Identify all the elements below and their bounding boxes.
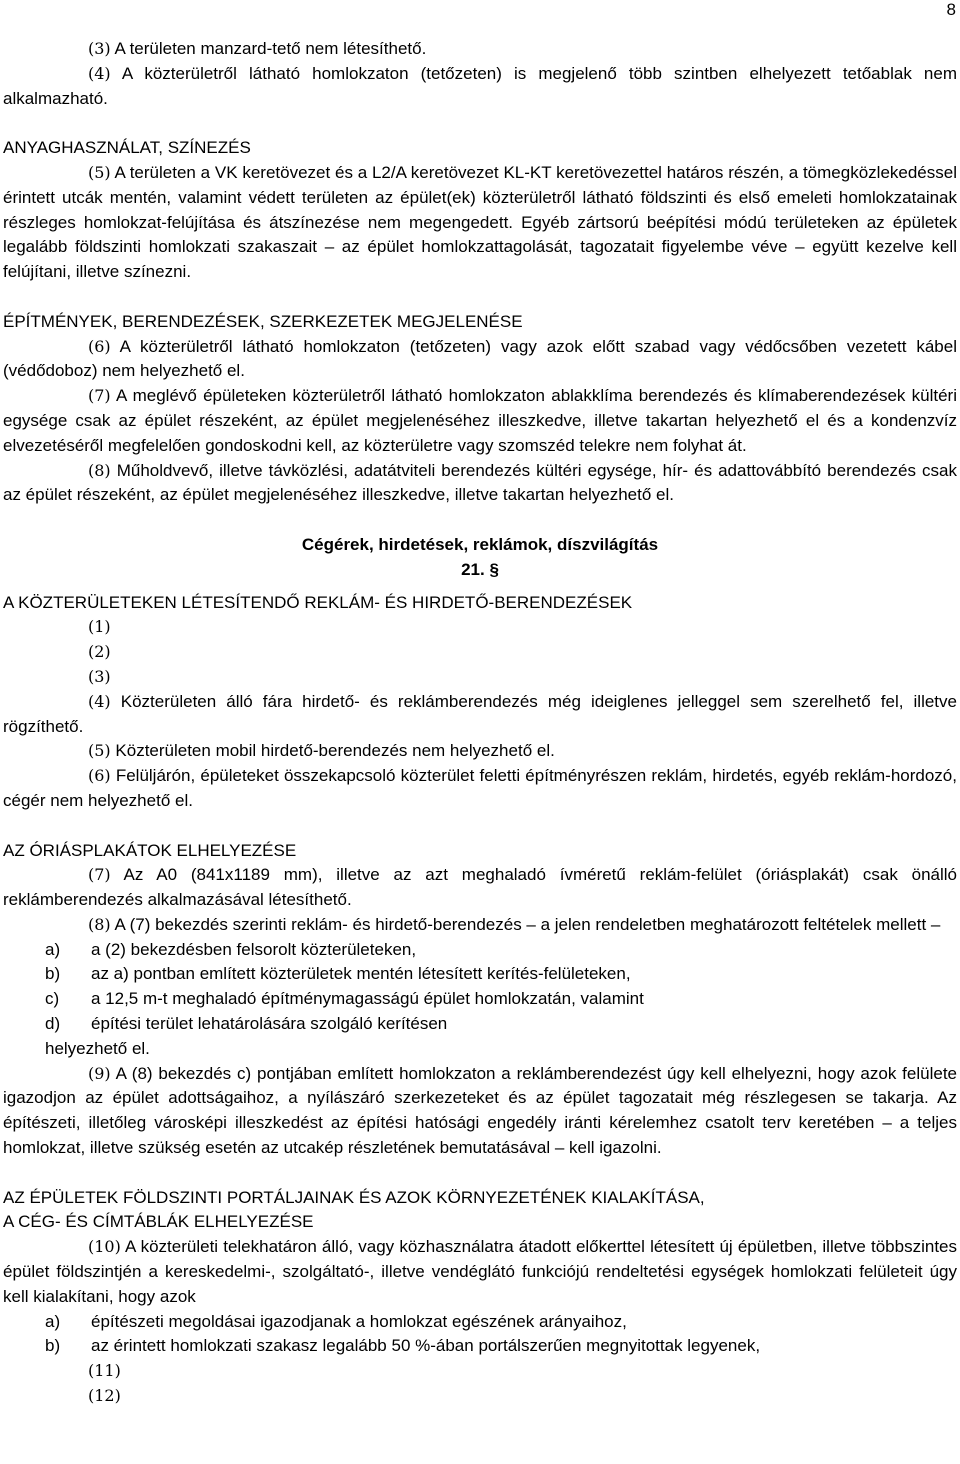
- paragraph-text: A közterületről látható homlokzaton (tetőzeten) vagy azok előtt szabad vagy védőcsőben vezetett kábel (védődoboz) nem helyezhető el.: [3, 336, 957, 381]
- paragraph-number: (6): [88, 766, 111, 786]
- paragraph-number: (8): [88, 914, 111, 934]
- paragraph-number: (11): [88, 1361, 121, 1381]
- list-item-text: az a) pontban említett közterületek mentén létesített kerítés-felületeken,: [91, 964, 631, 984]
- paragraph-4: [3, 62, 957, 112]
- paragraph-number: (5): [88, 741, 111, 761]
- paragraph-text: Közterületen mobil hirdető-berendezés nem helyezhető el.: [110, 741, 555, 761]
- paragraph-text: Közterületen álló fára hirdető- és reklámberendezés még ideiglenes jelleggel sem szerelhető fel, illetve rögzíthető.: [3, 691, 957, 736]
- paragraph-5b: [3, 739, 957, 764]
- paragraph-number: (5): [88, 162, 111, 182]
- list-item-text: az érintett homlokzati szakasz legalább 50 %-ában portálszerűen megnyitottak legyenek,: [91, 1336, 761, 1356]
- list-item-label: b): [45, 1336, 61, 1356]
- section-heading-advertising: A KÖZTERÜLETEKEN LÉTESÍTENDŐ REKLÁM- ÉS HIRDETŐ-BERENDEZÉSEK: [3, 592, 633, 612]
- paragraph-7b: [3, 863, 957, 913]
- paragraph-4b: [3, 690, 957, 740]
- paragraph-text: A meglévő épületeken közterületről látható homlokzaton ablakklíma berendezés és klímaberendezések kültéri egysége csak az épület részeként, az épület megjelenéséhez illeszkedve, illetve takartan helyezhető el és a kondenzvíz elvezetéséről megfelelően gondoskodni kell, az közterületre vagy szomszéd telekre nem folyhat át.: [3, 386, 957, 455]
- list-item-label: a): [45, 1311, 61, 1331]
- list-item-text: a (2) bekezdésben felsorolt közterületeken,: [91, 939, 417, 959]
- chapter-title: Cégérek, hirdetések, reklámok, díszvilágítás: [301, 534, 659, 554]
- paragraph-number: (3): [88, 39, 111, 58]
- list-tail: helyezhető el.: [45, 1038, 150, 1058]
- paragraph-8: [3, 459, 957, 509]
- section-sign: §: [489, 559, 499, 579]
- paragraph-3-empty: [3, 665, 957, 690]
- paragraph-7: [3, 384, 957, 458]
- page-number: 8: [946, 0, 956, 19]
- list-item: [3, 1334, 957, 1359]
- paragraph-text: A közterületről látható homlokzaton (tetőzeten) is megjelenő több szintben elhelyezett tetőablak nem alkalmazható.: [3, 63, 957, 108]
- paragraph-number: (1): [88, 617, 111, 637]
- paragraph-1-empty: [3, 615, 957, 640]
- paragraph-number: (3): [88, 666, 111, 686]
- list-item-text: építési terület lehatárolására szolgáló kerítésen: [91, 1014, 448, 1034]
- list-item: [3, 987, 957, 1012]
- paragraph-8b: [3, 913, 957, 938]
- list-item-label: b): [45, 964, 61, 984]
- paragraph-number: (12): [88, 1386, 121, 1406]
- paragraph-number: (6): [88, 336, 111, 356]
- document-body: [3, 37, 957, 1409]
- paragraph-text: Az A0 (841x1189 mm), illetve az azt meghaladó ívméretű reklám-felület (óriásplakát) csak önálló reklámberendezés alkalmazásával létesíthető.: [3, 865, 957, 910]
- paragraph-11-empty: [3, 1359, 957, 1384]
- list-item-label: a): [45, 939, 61, 959]
- paragraph-3: [3, 37, 957, 62]
- list-item-label: c): [45, 989, 60, 1009]
- paragraph-number: (4): [88, 691, 111, 711]
- paragraph-12-empty: [3, 1384, 957, 1409]
- paragraph-text: Felüljárón, épületeket összekapcsoló közterület feletti építményrészen reklám, hirdetés, egyéb reklám-hordozó, cégér nem helyezhető el.: [3, 766, 957, 810]
- paragraph-text: Műholdvevő, illetve távközlési, adatátviteli berendezés kültéri egysége, hír- és adattovábbító berendezés csak az épület részeként, az épület megjelenéséhez illeszkedve, illetve takartan helyezhető el.: [3, 460, 957, 505]
- paragraph-9: [3, 1062, 957, 1161]
- list-item: [3, 962, 957, 987]
- paragraph-text: A területen manzard-tető nem létesíthető.: [110, 39, 427, 58]
- section-heading-storefronts-2: A CÉG- ÉS CÍMTÁBLÁK ELHELYEZÉSE: [3, 1212, 314, 1232]
- paragraph-10: [3, 1235, 957, 1309]
- paragraph-number: (8): [88, 460, 111, 480]
- paragraph-6b: [3, 764, 957, 814]
- section-heading-billboards: AZ ÓRIÁSPLAKÁTOK ELHELYEZÉSE: [3, 840, 297, 860]
- list-item-text: építészeti megoldásai igazodjanak a homlokzat egészének arányaihoz,: [91, 1311, 627, 1331]
- list-item-label: d): [45, 1014, 61, 1034]
- paragraph-text: A (7) bekezdés szerinti reklám- és hirdető-berendezés – a jelen rendeletben meghatározott feltételek mellett –: [110, 914, 941, 934]
- paragraph-text: A közterületi telekhatáron álló, vagy közhasználatra átadott előkerttel létesített új épületben, illetve többszintes épület földszintjén a kereskedelmi-, szolgáltató-, illetve vendéglátó funkciójú rendeltetési egységek homlokzati felületeit úgy kell kialakítani, hogy azok: [3, 1237, 957, 1306]
- chapter-number-value: 21.: [461, 559, 485, 579]
- paragraph-number: (9): [88, 1063, 111, 1083]
- paragraph-number: (7): [88, 386, 111, 406]
- section-heading-materials: ANYAGHASZNÁLAT, SZÍNEZÉS: [3, 138, 251, 158]
- paragraph-6: [3, 335, 957, 385]
- list-item: [3, 1310, 957, 1335]
- list-item: [3, 938, 957, 963]
- paragraph-2-empty: [3, 640, 957, 665]
- paragraph-text: A (8) bekezdés c) pontjában említett homlokzaton a reklámberendezést úgy kell elhelyezni, hogy azok felülete igazodjon az épület adottságaihoz, a nyílászáró szerkezeteket és az épület tagozatait még részlegesen se takarja. Az építészeti, illetőleg városképi illeszkedést az építési hatósági engedély iránti kérelemhez csatolt terv keretében – a teljes homlokzat, illetve szükség esetén az utcakép részletének bemutatásával – kell igazolni.: [3, 1063, 957, 1158]
- paragraph-number: (10): [88, 1237, 121, 1257]
- list-item-text: a 12,5 m-t meghaladó építménymagasságú épület homlokzatán, valamint: [91, 989, 644, 1009]
- section-heading-structures: ÉPÍTMÉNYEK, BERENDEZÉSEK, SZERKEZETEK MEGJELENÉSE: [3, 311, 523, 331]
- paragraph-number: (2): [88, 642, 111, 662]
- paragraph-number: (4): [88, 63, 111, 83]
- paragraph-number: (7): [88, 865, 111, 885]
- chapter-number: [3, 558, 957, 583]
- paragraph-text: A területen a VK keretövezet és a L2/A keretövezet KL-KT keretövezettel határos részén, a tömegközlekedéssel érintett utcák mentén, valamint védett területen az épület(ek) közterületről látható földszinti és első emeleti homlokzatainak részleges homlokzat-felújítása és átszínezése nem megengedett. Egyéb zártsorú beépítési módú területeken az épületek legalább földszinti homlokzati szakaszait – az épület homlokzattagolását, tagozatait figyelembe véve – együtt kezelve kell felújítani, illetve színezni.: [3, 162, 957, 282]
- section-heading-storefronts-1: AZ ÉPÜLETEK FÖLDSZINTI PORTÁLJAINAK ÉS AZOK KÖRNYEZETÉNEK KIALAKÍTÁSA,: [3, 1187, 705, 1207]
- paragraph-5: [3, 161, 957, 285]
- list-item: [3, 1012, 957, 1037]
